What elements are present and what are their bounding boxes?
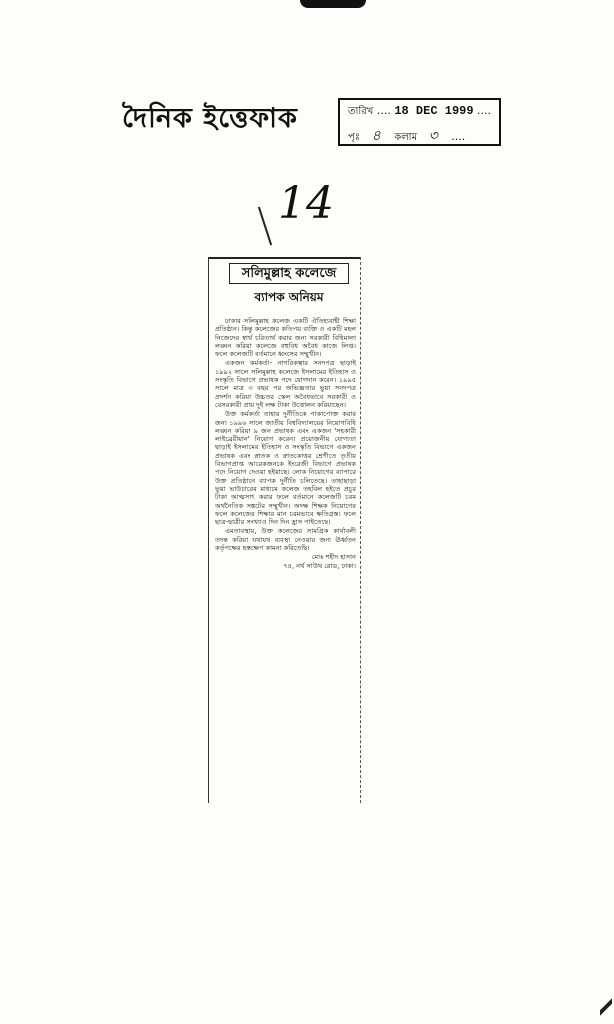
scan-edge-mark (600, 996, 612, 1020)
article-paragraph: ঢাকার সলিমুল্লাহ কলেজ একটি ঐতিহ্যবাহী শিক্ষা প্রতিষ্ঠান। কিন্তু কলেজের কতিপয় ব্যক্তি ও একটি মহল নিজেদের স্বার্থ চরিতার্থ করার জন্য সরকারী বিধিমালা লঙ্ঘন করিয়া কলেজে বহুবিধ অবৈধ কাজে লিপ্ত। ফলে কলেজটি বর্তমানে ধ্বংসের সম্মুখীন। (215, 317, 356, 359)
stamp-date-label: তারিখ (348, 106, 374, 117)
handwritten-stroke (258, 207, 272, 246)
article-body (215, 317, 356, 797)
stamp-column-value: ৩ (428, 128, 438, 144)
stamp-date-value: 18 DEC 1999 (394, 104, 474, 118)
newspaper-masthead: দৈনিক ইত্তেফাক (122, 103, 298, 134)
newspaper-clipping (208, 257, 361, 803)
article-headline (221, 263, 357, 317)
stamp-column-label: কলাম (394, 132, 418, 143)
article-paragraph: এমতাবস্থায়, উক্ত কলেজের সামগ্রিক কার্যাবলী তদন্ত করিয়া যথাযথ ব্যবস্থা নেওয়ার জন্য ঊর্ধ্বতন কর্তৃপক্ষের হস্তক্ষেপ কামনা করিতেছি। (215, 527, 356, 553)
handwritten-page-number (250, 178, 334, 248)
stamp-page-value: ৪ (371, 128, 381, 144)
stamp-page-label: পৃঃ (348, 132, 361, 143)
page-number-text: 14 (278, 178, 334, 229)
headline-line-1: সলিমুল্লাহ কলেজে (229, 263, 349, 284)
clipping-date-stamp: তারিখ .... 18 DEC 1999 .... পৃঃ ৪ কলাম ৩ .... (338, 98, 501, 146)
clipping-top-rule (209, 257, 360, 259)
article-paragraph: একজন কর্মকর্তা- নাগরিকত্বার সনদপত্র ছাড়াই ১৯৯২ সালে সলিমুল্লাহ কলেজে ইসলামের ইতিহাস ও সংস্কৃতি বিভাগে প্রভাষক পদে যোগদান করেন। ১৯৯৫ সালে মাত্র ৩ বছর পর অভিজ্ঞতার ভুয়া সনদপত্র প্রদর্শন করিয়া উচ্চতর স্কেল অবৈধভাবে সরকারী ও বেসরকারী প্রায় দুই লক্ষ টাকা উত্তোলন করিয়াছেন। (215, 359, 356, 409)
headline-line-2: ব্যাপক অনিয়ম (254, 290, 324, 304)
article-paragraph: উক্ত কর্মকর্তা তাহার দুর্নীতিকে পাকাপোক্ত করার জন্য ১৯৯৬ সালে জাতীয় বিশ্ববিদ্যালয়ের নিয়োগবিধি লঙ্ঘন করিয়া ৯ জন প্রভাষক এবং একজন 'সহকারী লাইব্রেরীয়ান' নিয়োগ করেন। প্রয়োজনীয় যোগ্যতা ছাড়াই ইসলামের ইতিহাস ও সংস্কৃতি বিভাগে একজন প্রভাষক এবং স্নাতক ও স্নাতকোত্তর শ্রেণীতে তৃতীয় বিভাগপ্রাপ্ত আরেকজনকে ইংরেজী বিভাগে প্রভাষক পদে নিয়োগ দেওয়া হইয়াছে। লোক নিয়োগের ব্যাপারে উক্ত প্রতিষ্ঠানে ব্যাপক দুর্নীতি চলিতেছে। তাহাছাড়া ভুয়া ভাউচারের মাধ্যমে কলেজ তহবিল হইতে প্রচুর টাকা আত্মসাৎ করার ফলে বর্তমানে কলেজটি চরম অর্থনৈতিক সঙ্কটের সম্মুখীন। অদক্ষ শিক্ষক নিয়োগের ফলে কলেজের শিক্ষার মান চরমভাবে ক্ষতিগ্রস্ত। ফলে ছাত্র-ছাত্রীর সংখ্যাও দিন দিন হ্রাস পাইতেছে। (215, 410, 356, 527)
signature-name: মোঃ শহীদ হাসান (311, 553, 356, 562)
signature-address: ৭৪, নর্থ সাউথ রোড, ঢাকা। (283, 561, 356, 570)
binding-mark (300, 0, 366, 8)
